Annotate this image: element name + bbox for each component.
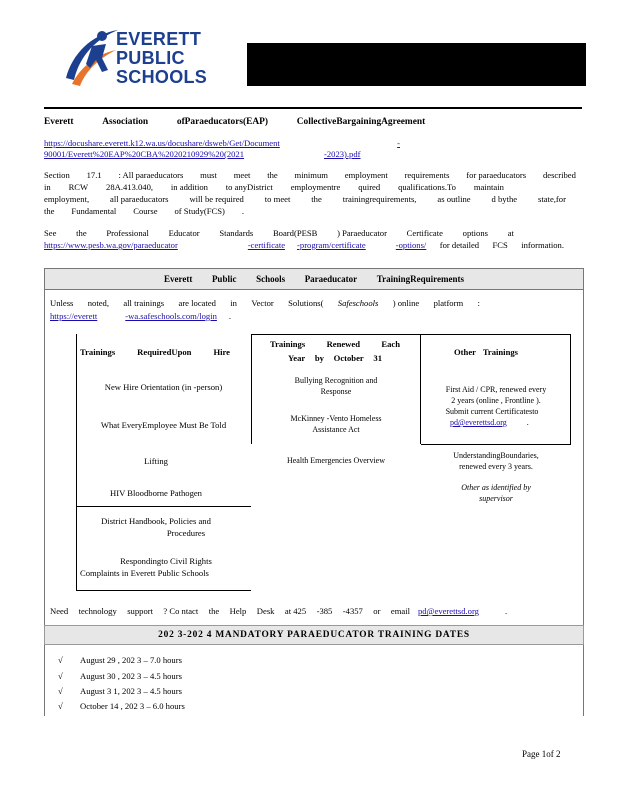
other-first-aid-3: Submit current Certificatesto [445, 407, 539, 416]
header-divider [44, 107, 582, 109]
annual-bullying: Bullying Recognition and [294, 376, 378, 385]
section-17-line4: the Fundamental Course of Study(FCS) . [44, 206, 244, 216]
date-item: √ August 30 , 202 3 – 4.5 hours [58, 671, 182, 681]
col-header-hire: Trainings RequiredUpon Hire [80, 347, 230, 357]
mandatory-title: 202 3-202 4 MANDATORY PARAEDUCATOR TRAINING DATES [158, 630, 470, 640]
other-as-identified: Other as identified by [461, 483, 531, 492]
safeschools-link[interactable]: https://everett -wa.safeschools.com/login [50, 311, 217, 321]
hire-civil-rights-2: Complaints in Everett Public Schools [80, 568, 209, 578]
annual-health: Health Emergencies Overview [286, 456, 386, 465]
other-first-aid: First Aid / CPR, renewed every [445, 385, 547, 394]
page-number: Page 1of 2 [522, 749, 561, 759]
hire-civil-rights: Respondingto Civil Rights [120, 556, 212, 566]
training-table [76, 334, 570, 590]
annual-mckinney: McKinney -Vento Homeless [290, 414, 382, 423]
pesb-line1: See the Professional Educator Standards Board(PESB ) Paraeducator Certificate options at [44, 228, 514, 238]
pesb-line2: https://www.pesb.wa.gov/paraeducator -certificate -program/certificate -options/ for detailed FCS information. [44, 240, 564, 250]
agreement-link-line1[interactable]: https://docushare.everett.k12.wa.us/docushare/dsweb/Get/Document - [44, 138, 400, 148]
section-17-line2: in RCW 28A.413.040, in addition to anyDistrict employmentre quired qualifications.To maintain [44, 182, 504, 192]
hire-hiv: HIV Bloodborne Pathogen [110, 488, 202, 498]
logo-wordmark: EVERETT PUBLIC SCHOOLS [116, 29, 208, 87]
date-item: √ August 3 1, 202 3 – 4.5 hours [58, 686, 182, 696]
mandatory-header [44, 625, 584, 645]
section-17-line3: employment, all paraeducators will be required to meet the trainingrequirements, as outline d bythe state,for [44, 194, 566, 204]
other-boundaries-2: renewed every 3 years. [459, 462, 533, 471]
hire-lifting: Lifting [144, 456, 168, 466]
date-item: √ August 29 , 202 3 – 7.0 hours [58, 655, 182, 665]
intro-line2: https://everett -wa.safeschools.com/login . [50, 311, 232, 321]
other-first-aid-email-line: pd@everettsd.org . [450, 418, 529, 427]
pesb-link[interactable]: https://www.pesb.wa.gov/paraeducator -certificate -program/certificate -options/ [44, 240, 427, 250]
agreement-title: Everett Association ofParaeducators(EAP) CollectiveBargainingAgreement [44, 117, 426, 127]
hire-what-every-employee: What EveryEmployee Must Be Told [100, 420, 227, 430]
other-as-identified-2: supervisor [479, 494, 513, 503]
hire-orientation: New Hire Orientation (in -person) [104, 382, 223, 392]
intro-line1: Unless noted, all trainings are located in Vector Solutions( Safeschools ) online platform : [50, 298, 480, 308]
other-first-aid-2: 2 years (online , Frontline ). [451, 396, 541, 405]
hire-handbook: District Handbook, Policies and [101, 516, 211, 526]
mandatory-dates-list [58, 655, 318, 716]
first-aid-email-link[interactable]: pd@everettsd.org [450, 418, 507, 427]
annual-mckinney-2: Assistance Act [312, 425, 360, 434]
section-17-line1: Section 17.1 : All paraeducators must meet the minimum employment requirements for paraeducators described [44, 170, 576, 180]
date-item: √ October 14 , 202 3 – 6.0 hours [58, 701, 185, 711]
col-header-annual: Trainings Renewed Each Year by October 31 [270, 339, 400, 363]
col-header-other: Other Trainings [454, 347, 518, 357]
support-line: Need technology support ? Co ntact the Help Desk at 425 -385 -4357 or email [50, 606, 410, 616]
annual-bullying-2: Response [320, 387, 352, 396]
hire-handbook-2: Procedures [166, 528, 206, 538]
redacted-block [247, 43, 586, 86]
other-boundaries: UnderstandingBoundaries, [453, 451, 539, 460]
logo-swoosh-icon [62, 24, 122, 92]
training-header: Everett Public Schools Paraeducator TrainingRequirements [44, 268, 584, 290]
support-email-link[interactable]: pd@everettsd.org [418, 606, 479, 616]
support-email-line: pd@everettsd.org . [418, 606, 508, 616]
agreement-link-line2[interactable]: 90001/Everett%20EAP%20CBA%2020210929%20(2021 -2023).pdf [44, 149, 361, 159]
